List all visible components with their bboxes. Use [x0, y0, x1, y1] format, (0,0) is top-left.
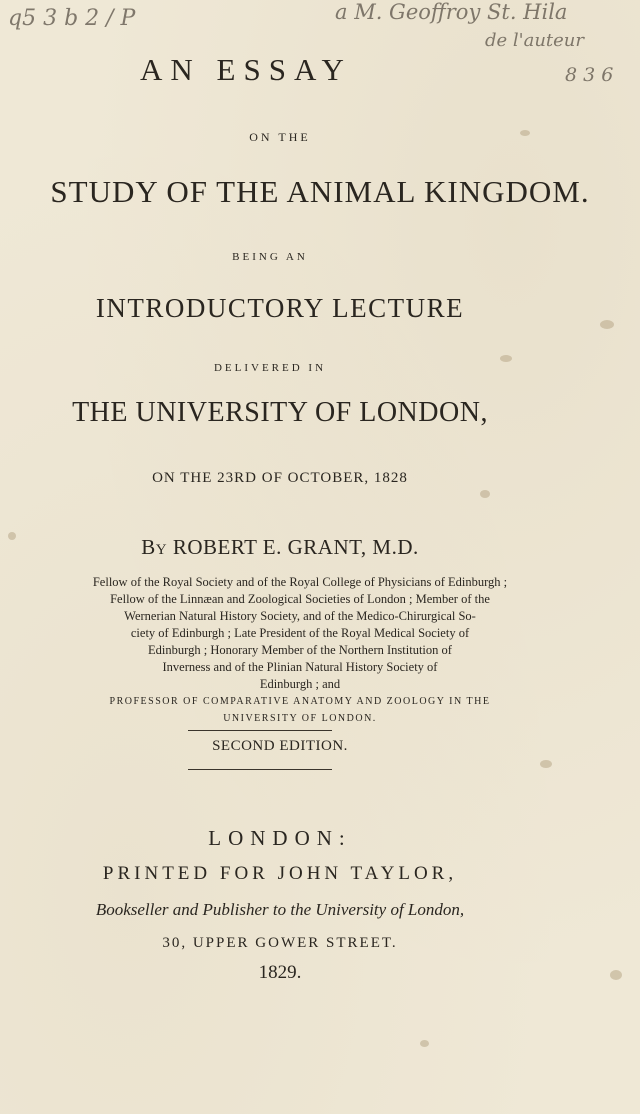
foxing-spot	[520, 130, 530, 136]
foxing-spot	[420, 1040, 429, 1047]
credential-line: Inverness and of the Plinian Natural History Society of	[162, 660, 438, 674]
credential-line: Wernerian Natural History Society, and of the Medico-Chirurgical So-	[124, 609, 476, 623]
professor-line: UNIVERSITY OF LONDON.	[223, 713, 377, 724]
foxing-spot	[610, 970, 622, 980]
handwritten-shelfmark: q5 3 b 2 / P	[8, 6, 136, 31]
credential-line: Fellow of the Linnæan and Zoological Societies of London ; Member of the	[110, 592, 490, 606]
professor-line: PROFESSOR OF COMPARATIVE ANATOMY AND ZOOLOGY IN THE	[109, 696, 491, 707]
imprint-year: 1829.	[258, 962, 302, 983]
title-main: STUDY OF THE ANIMAL KINGDOM.	[50, 174, 590, 209]
lecture-date: ON THE 23RD OF OCTOBER, 1828	[152, 470, 408, 486]
foxing-spot	[500, 355, 512, 362]
title-delivered-in: DELIVERED IN	[213, 362, 327, 374]
title-on-the: ON THE	[249, 130, 311, 144]
imprint-bookseller: Bookseller and Publisher to the University of London,	[95, 900, 465, 919]
title-lecture: INTRODUCTORY LECTURE	[95, 293, 465, 323]
handwritten-inscription: a M. Geoffroy St. Hila	[335, 0, 568, 24]
title-being-an: BEING AN	[232, 251, 308, 263]
author-byline: By ROBERT E. GRANT, M.D.	[141, 535, 419, 559]
foxing-spot	[540, 760, 552, 768]
handwritten-inscription-line2: de l'auteur	[485, 30, 585, 51]
imprint-address: 30, UPPER GOWER STREET.	[162, 935, 398, 951]
rule-bottom	[188, 769, 332, 770]
imprint-city: LONDON:	[208, 826, 352, 850]
rule-top	[188, 730, 332, 731]
credential-line: Edinburgh ; Honorary Member of the Northern Institution of	[148, 643, 452, 657]
handwritten-number: 8 3 6	[565, 64, 614, 86]
foxing-spot	[600, 320, 614, 329]
edition: SECOND EDITION.	[212, 738, 348, 754]
credential-line: Edinburgh ; and	[259, 677, 341, 691]
title-essay: AN ESSAY	[140, 52, 352, 87]
credential-line: Fellow of the Royal Society and of the Royal College of Physicians of Edinburgh ;	[92, 575, 508, 589]
credential-line: ciety of Edinburgh ; Late President of the Royal Medical Society of	[130, 626, 470, 640]
title-university: THE UNIVERSITY OF LONDON,	[72, 397, 488, 428]
author-credentials	[40, 574, 560, 727]
imprint-printer: PRINTED FOR JOHN TAYLOR,	[102, 863, 458, 884]
foxing-spot	[8, 532, 16, 540]
foxing-spot	[480, 490, 490, 498]
